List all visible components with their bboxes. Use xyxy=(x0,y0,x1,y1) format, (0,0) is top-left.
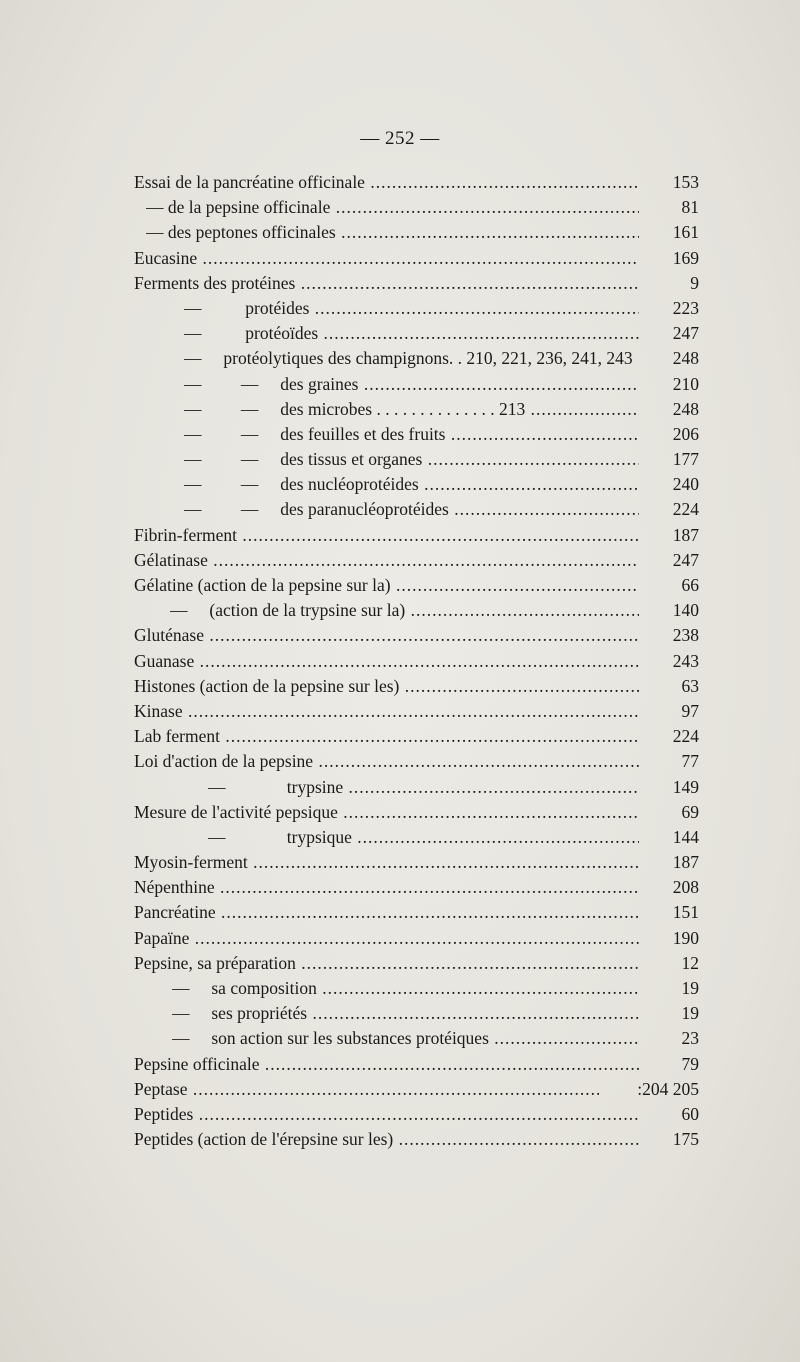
index-entry xyxy=(134,649,699,674)
entry-page-number: 224 xyxy=(672,726,699,747)
entry-text: Papaïne xyxy=(134,927,190,948)
index-entry xyxy=(134,674,699,699)
entry-text: Loi d'action de la pepsine xyxy=(134,751,314,772)
entry-page-number: 69 xyxy=(681,801,699,822)
entry-text: Eucasine xyxy=(134,247,198,268)
entry-label xyxy=(134,649,639,674)
entry-label xyxy=(134,850,639,875)
entry-label xyxy=(134,699,639,724)
entry-page-number: 77 xyxy=(681,751,699,772)
entry-page-number: 19 xyxy=(681,978,699,998)
entry-page-number: 19 xyxy=(681,1003,699,1024)
entry-text: — trypsine xyxy=(208,776,344,797)
entry-page-number: 248 xyxy=(672,348,699,369)
index-entry xyxy=(134,800,699,825)
entry-label xyxy=(184,346,639,371)
entry-text: — protéides xyxy=(184,297,310,318)
entry-label xyxy=(134,1127,639,1152)
entry-text: Pancréatine xyxy=(134,902,216,923)
index-entry xyxy=(134,472,699,497)
entry-label xyxy=(208,775,639,800)
index-entry xyxy=(134,1001,699,1026)
entry-text: — de la pepsine officinale xyxy=(146,197,331,218)
entry-text: — ses propriétés xyxy=(172,1003,308,1024)
index-entry xyxy=(134,1052,699,1077)
entry-label xyxy=(146,195,639,220)
entry-label xyxy=(134,170,639,195)
index-entry xyxy=(134,523,699,548)
entry-label xyxy=(208,825,639,850)
entry-label xyxy=(172,1026,639,1051)
index-entry xyxy=(134,1026,699,1051)
index-entry xyxy=(134,900,699,925)
entry-page-number: 248 xyxy=(672,398,699,419)
entry-page-number: 247 xyxy=(672,549,699,570)
entry-text: Essai de la pancréatine officinale xyxy=(134,172,365,192)
entry-label xyxy=(170,598,639,623)
entry-page-number: 144 xyxy=(672,826,699,847)
index-entry xyxy=(134,926,699,951)
entry-text: Gélatine (action de la pepsine sur la) xyxy=(134,575,391,595)
entry-page-number: 187 xyxy=(672,524,699,545)
entry-label xyxy=(134,523,639,548)
entry-page-number: 210 xyxy=(672,373,699,394)
entry-label xyxy=(184,497,639,522)
index-entry xyxy=(134,321,699,346)
entry-label xyxy=(134,951,639,976)
entry-label xyxy=(134,1052,639,1077)
index-entry xyxy=(134,951,699,976)
entry-text: Gélatinase xyxy=(134,549,208,570)
entry-page-number: 169 xyxy=(672,247,699,268)
index-entry xyxy=(134,397,699,422)
entry-label xyxy=(172,1001,639,1026)
index-entry xyxy=(134,850,699,875)
entry-page-number: :204 205 xyxy=(637,1078,699,1099)
index-entry xyxy=(134,422,699,447)
index-entry xyxy=(134,724,699,749)
index-entry xyxy=(134,598,699,623)
entry-text: — — des feuilles et des fruits xyxy=(184,423,446,444)
entry-text: — — des microbes . . . . . . . . . . . . . . 213 xyxy=(184,398,526,419)
entry-page-number: 149 xyxy=(672,776,699,797)
entry-text: Myosin-ferment xyxy=(134,852,248,873)
entry-text: Gluténase xyxy=(134,625,204,646)
entry-label xyxy=(134,674,639,699)
entry-label xyxy=(134,724,639,749)
entry-text: — trypsique xyxy=(208,826,352,847)
entry-page-number: 247 xyxy=(672,323,699,344)
entry-text: — — des nucléoprotéides xyxy=(184,474,419,495)
entry-page-number: 175 xyxy=(672,1129,699,1150)
index-entry xyxy=(134,976,699,1001)
index-entry xyxy=(134,573,699,598)
entry-text: Mesure de l'activité pepsique xyxy=(134,801,338,822)
entry-label xyxy=(134,875,639,900)
index-entry xyxy=(134,875,699,900)
index-entry xyxy=(134,548,699,573)
entry-page-number: 151 xyxy=(672,902,699,923)
entry-text: Peptides xyxy=(134,1103,194,1124)
entry-text: — — des paranucléoprotéides xyxy=(184,499,449,520)
entry-text: — des peptones officinales xyxy=(146,222,336,243)
entry-page-number: 208 xyxy=(672,877,699,898)
index-list xyxy=(134,170,699,1152)
entry-text: Peptides (action de l'érepsine sur les) xyxy=(134,1129,394,1150)
entry-label xyxy=(184,321,639,346)
entry-text: — sa composition xyxy=(172,978,317,998)
index-entry xyxy=(134,372,699,397)
entry-page-number: 177 xyxy=(672,449,699,470)
entry-label xyxy=(134,623,639,648)
index-entry xyxy=(134,1102,699,1127)
entry-label xyxy=(134,246,639,271)
entry-text: Peptase xyxy=(134,1078,188,1099)
entry-label xyxy=(134,548,639,573)
index-entry xyxy=(134,271,699,296)
entry-text: Pepsine, sa préparation xyxy=(134,952,296,973)
entry-page-number: 79 xyxy=(681,1053,699,1074)
entry-label xyxy=(134,749,639,774)
index-entry xyxy=(134,346,699,371)
index-entry xyxy=(134,447,699,472)
entry-page-number: 9 xyxy=(690,272,699,293)
entry-label xyxy=(134,800,639,825)
entry-text: Pepsine officinale xyxy=(134,1053,260,1074)
entry-label xyxy=(184,296,639,321)
entry-page-number: 224 xyxy=(672,499,699,520)
index-entry xyxy=(134,246,699,271)
entry-text: — protéoïdes xyxy=(184,323,319,344)
page-number: — 252 — xyxy=(360,128,440,149)
entry-label xyxy=(184,422,639,447)
entry-text: — son action sur les substances protéiques xyxy=(172,1028,489,1049)
entry-label xyxy=(134,900,639,925)
entry-text: — (action de la trypsine sur la) xyxy=(170,600,406,621)
entry-label xyxy=(184,472,639,497)
index-entry xyxy=(134,825,699,850)
entry-text: — — des graines xyxy=(184,373,359,394)
index-entry xyxy=(134,220,699,245)
index-entry xyxy=(134,749,699,774)
entry-page-number: 63 xyxy=(681,675,699,696)
entry-page-number: 97 xyxy=(681,700,699,721)
entry-page-number: 66 xyxy=(681,575,699,595)
index-entry xyxy=(134,775,699,800)
index-entry xyxy=(134,699,699,724)
entry-text: Lab ferment xyxy=(134,726,220,747)
entry-text: Ferments des protéines xyxy=(134,272,296,293)
index-entry xyxy=(134,296,699,321)
entry-text: — — des tissus et organes xyxy=(184,449,423,470)
entry-label xyxy=(134,1102,639,1127)
entry-label xyxy=(134,926,639,951)
entry-text: Fibrin-ferment xyxy=(134,524,238,545)
entry-label xyxy=(172,976,639,1001)
entry-page-number: 187 xyxy=(672,852,699,873)
entry-text: Histones (action de la pepsine sur les) xyxy=(134,675,400,696)
entry-label xyxy=(134,573,639,598)
entry-text: Népenthine xyxy=(134,877,215,898)
index-entry xyxy=(134,1077,699,1102)
entry-label xyxy=(184,372,639,397)
entry-page-number: 190 xyxy=(672,927,699,948)
index-entry xyxy=(134,195,699,220)
entry-text: Guanase xyxy=(134,650,195,671)
entry-page-number: 81 xyxy=(681,197,699,218)
entry-page-number: 12 xyxy=(681,952,699,973)
entry-label xyxy=(146,220,639,245)
entry-page-number: 206 xyxy=(672,423,699,444)
entry-label xyxy=(184,447,639,472)
entry-page-number: 238 xyxy=(672,625,699,646)
entry-label xyxy=(134,271,639,296)
entry-page-number: 140 xyxy=(672,600,699,621)
index-entry xyxy=(134,170,699,195)
entry-page-number: 161 xyxy=(672,222,699,243)
entry-page-number: 243 xyxy=(672,650,699,671)
index-entry xyxy=(134,1127,699,1152)
entry-page-number: 23 xyxy=(681,1028,699,1049)
entry-text: — protéolytiques des champignons. . 210, 221, 236, 241, 243 xyxy=(184,348,633,369)
entry-label xyxy=(134,1077,599,1102)
index-entry xyxy=(134,497,699,522)
entry-page-number: 223 xyxy=(672,297,699,318)
entry-text: Kinase xyxy=(134,700,183,721)
entry-label xyxy=(184,397,639,422)
index-entry xyxy=(134,623,699,648)
entry-page-number: 153 xyxy=(672,172,699,192)
entry-page-number: 240 xyxy=(672,474,699,495)
entry-page-number: 60 xyxy=(681,1103,699,1124)
